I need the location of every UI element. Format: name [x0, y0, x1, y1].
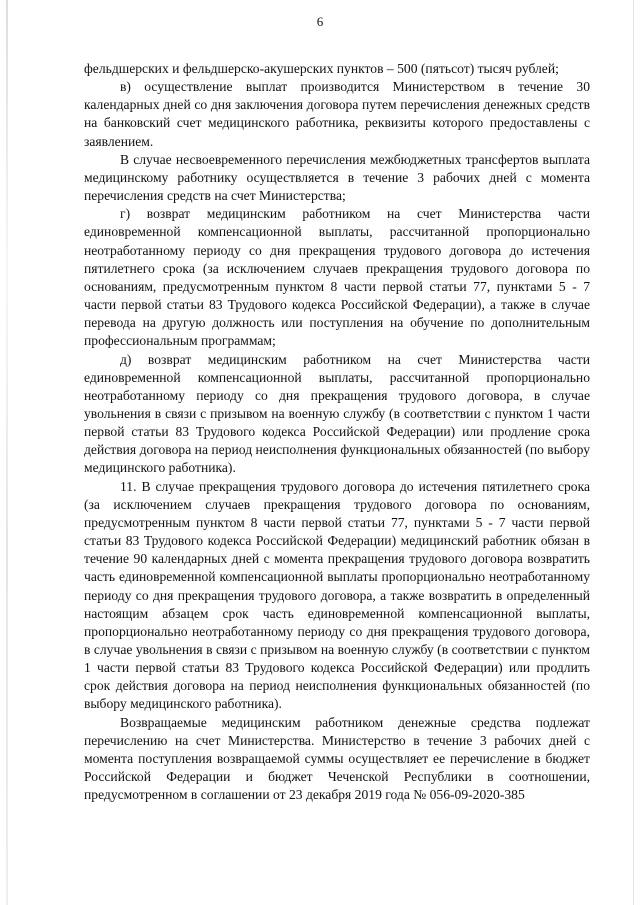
paragraph-item-d: д) возврат медицинским работником на счет Министерства части единовременной компенсационной выплаты, рассчитанной пропорционально неотработанному периоду со дня прекращения трудового договора, в случае увольнения в связи с призывом на военную службу (в соответствии с пунктом 1 части первой статьи 83 Трудового кодекса Российской Федерации) или продление срока действия договора на период неисполнения функциональных обязанностей (по выбору медицинского работника).: [84, 351, 590, 476]
paragraph-item-v: в) осуществление выплат производится Министерством в течение 30 календарных дней со дня заключения договора путем перечисления денежных средств на банковский счет медицинского работника, реквизиты которого предоставлены с заявлением.: [84, 79, 590, 149]
document-body: [84, 60, 590, 804]
paragraph-continuation: фельдшерских и фельдшерско-акушерских пунктов – 500 (пятьсот) тысяч рублей;: [84, 61, 559, 76]
paragraph-clause-11: 11. В случае прекращения трудового договора до истечения пятилетнего срока (за исключением случаев прекращения трудового договора по основаниям, предусмотренным пунктом 8 части первой статьи 77, пунктами 5 - 7 части первой статьи 83 Трудового кодекса Российской Федерации) медицинский работник обязан в течение 90 календарных дней с момента прекращения трудового договора возвратить часть единовременной компенсационной выплаты пропорционально неотработанному периоду со дня прекращения трудового договора, а также возвратить в определенный настоящим абзацем срок часть единовременной компенсационной выплаты, пропорционально неотработанному периоду со дня прекращения трудового договора, в случае увольнения в связи с призывом на военную службу (в соответствии с пунктом 1 части первой статьи 83 Трудового кодекса Российской Федерации) или продлить срок действия договора на период неисполнения функциональных обязанностей (по выбору медицинского работника).: [84, 478, 590, 712]
page-number: 6: [316, 14, 324, 29]
scan-edge-left: [6, 0, 8, 905]
scan-edge-right: [633, 0, 634, 905]
paragraph-item-g: г) возврат медицинским работником на счет Министерства части единовременной компенсационной выплаты, рассчитанной пропорционально неотработанному периоду со дня прекращения трудового договора до истечения пятилетнего срока (за исключением случаев прекращения трудового договора по основаниям, предусмотренным пунктом 8 части первой статьи 77, пунктами 5 - 7 части первой статьи 83 Трудового кодекса Российской Федерации), а также в случае перевода на другую должность или поступления на обучение по дополнительным профессиональным программам;: [84, 206, 590, 349]
paragraph-late-transfer: В случае несвоевременного перечисления межбюджетных трансфертов выплата медицинскому работнику осуществляется в течение 3 рабочих дней с момента перечисления средств на счет Министерства;: [84, 151, 590, 204]
paragraph-refund: Возвращаемые медицинским работником денежные средства подлежат перечислению на счет Министерства. Министерство в течение 3 рабочих дней с момента поступления возвращаемой суммы осуществляет ее перечисление в бюджет Российской Федерации и бюджет Чеченской Республики в соотношении, предусмотренном в соглашении от 23 декабря 2019 года № 056-09-2020-385: [84, 714, 590, 803]
